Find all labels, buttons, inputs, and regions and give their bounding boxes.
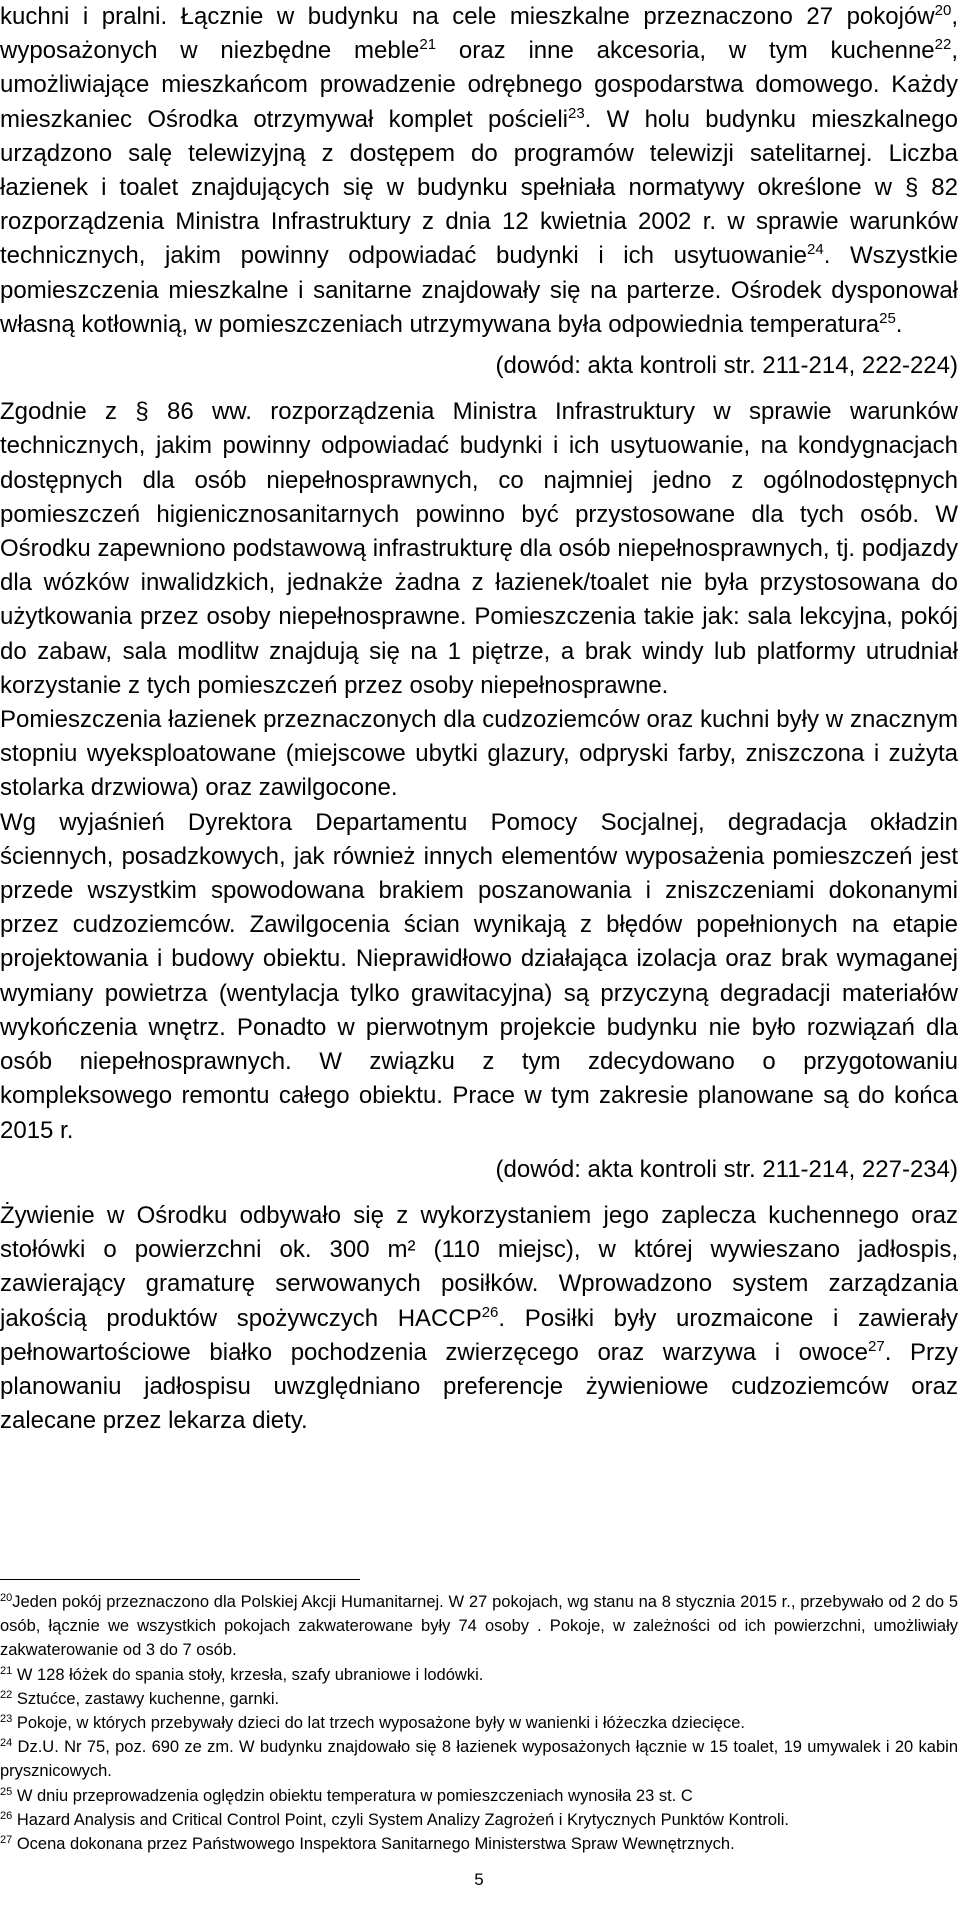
- footnote-ref: 27: [868, 1337, 885, 1355]
- evidence-reference: (dowód: akta kontroli str. 211-214, 227-234): [495, 1155, 958, 1183]
- paragraph: kuchni i pralni. Łącznie w budynku na cele mieszkalne przeznaczono 27 pokojów$^{20}$, wyposażonych w niezbędne meble$^{21}$ oraz inne akcesoria, w tym kuchenne$^{22}$, umożliwiające mieszkańcom prowadzenie odrębnego gospodarstwa domowego. Każdy mieszkaniec Ośrodka otrzymywał komplet pościeli$^{23}$. W holu budynku mieszkalnego urządzono salę telewizyjną z dostępem do programów telewizji satelitarnej. Liczba łazienek i toalet znajdujących się w budynku spełniała normatywy określone w § 82 rozporządzenia Ministra Infrastruktury z dnia 12 kwietnia 2002 r. w sprawie warunków technicznych, jakim powinny odpowiadać budynki i ich usytuowanie$^{24}$. Wszystkie pomieszczenia mieszkalne i sanitarne znajdowały się na parterze. Ośrodek dysponował własną kotłownią, w pomieszczeniach utrzymywana była odpowiednia temperatura$^{25}$.: [0, 2, 959, 338]
- footnote-number: 25: [0, 1785, 13, 1798]
- footnote-number: 26: [0, 1809, 13, 1822]
- footnote-number: 23: [0, 1713, 13, 1726]
- footnote: $^{21}$ W 128 łóżek do spania stoły, krzesła, szafy ubraniowe i lodówki.: [0, 1664, 484, 1684]
- page-number: 5: [474, 1870, 484, 1889]
- footnote-ref: 26: [481, 1303, 499, 1321]
- footnote: $^{20}$Jeden pokój przeznaczono dla Polskiej Akcji Humanitarnej. W 27 pokojach, wg stanu na 8 stycznia 2015 r., przebywało od 2 do 5 osób, łącznie we wszystkich pokojach zakwaterowane były 74 osoby . Pokoje, w zależności od ich powierzchni, umożliwiały zakwaterowanie od 3 do 7 osób.: [0, 1592, 958, 1660]
- footnote-number: 21: [0, 1664, 13, 1677]
- paragraph: Żywienie w Ośrodku odbywało się z wykorzystaniem jego zaplecza kuchennego oraz stołówki o powierzchni ok. 300 m² (110 miejsc), w której wywieszano jadłospis, zawierający gramaturę serwowanych posiłków. Wprowadzono system zarządzania jakością produktów spożywczych HACCP$^{26}$. Posiłki były urozmaicone i zawierały pełnowartościowe białko pochodzenia zwierzęcego oraz warzywa i owoce$^{27}$. Przy planowaniu jadłospisu uwzględniano preferencje żywieniowe cudzoziemców oraz zalecane przez lekarza diety.: [0, 1201, 959, 1435]
- footnote: $^{22}$ Sztućce, zastawy kuchenne, garnki.: [0, 1688, 280, 1708]
- footnote-ref: 24: [807, 241, 824, 259]
- paragraph: Wg wyjaśnień Dyrektora Departamentu Pomocy Socjalnej, degradacja okładzin ściennych, posadzkowych, jak również innych elementów wyposażenia pomieszczeń jest przede wszystkim spowodowana brakiem poszanowania i zniszczeniami dokonanymi przez cudzoziemców. Zawilgocenia ścian wynikają z błędów popełnionych na etapie projektowania i budowy obiektu. Nieprawidłowo działająca izolacja oraz brak wymaganej wymiany powietrza (wentylacja tylko grawitacyjna) są przyczyną degradacji materiałów wykończenia wnętrz. Ponadto w pierwotnym projekcie budynku nie było rozwiązań dla osób niepełnosprawnych. W związku z tym zdecydowano o przygotowaniu kompleksowego remontu całego obiektu. Prace w tym zakresie planowane są do końca 2015 r.: [0, 808, 958, 1144]
- footnote-ref: 22: [934, 36, 952, 54]
- footnote-ref: 23: [567, 104, 585, 122]
- footnote-ref: 25: [879, 309, 896, 327]
- footnote-number: 22: [0, 1688, 13, 1701]
- paragraph: Pomieszczenia łazienek przeznaczonych dla cudzoziemców oraz kuchni były w znacznym stopniu wyeksploatowane (miejscowe ubytki glazury, odpryski farby, zniszczona i zużyta stolarka drzwiowa) oraz zawilgocone.: [0, 706, 958, 802]
- evidence-reference: (dowód: akta kontroli str. 211-214, 222-224): [495, 352, 958, 380]
- footnote: $^{27}$ Ocena dokonana przez Państwowego Inspektora Sanitarnego Ministerstwa Spraw Wewnętrznych.: [0, 1834, 735, 1854]
- footnotes: [0, 1590, 958, 1856]
- footnote-number: 20: [0, 1592, 13, 1604]
- footnote: $^{25}$ W dniu przeprowadzenia oględzin obiektu temperatura w pomieszczeniach wynosiła 23 st. C: [0, 1785, 693, 1805]
- footnote-ref: 21: [419, 36, 437, 54]
- paragraph: Zgodnie z § 86 ww. rozporządzenia Ministra Infrastruktury w sprawie warunków technicznych, jakim powinny odpowiadać budynki i ich usytuowanie, na kondygnacjach dostępnych dla osób niepełnosprawnych, co najmniej jedno z ogólnodostępnych pomieszczeń higienicznosanitarnych powinno być przystosowane dla tych osób. W Ośrodku zapewniono podstawową infrastrukturę dla osób niepełnosprawnych, tj. podjazdy dla wózków inwalidzkich, jednakże żadna z łazienek/toalet nie była przystosowana do użytkowania przez osoby niepełnosprawne. Pomieszczenia takie jak: sala lekcyjna, pokój do zabaw, sala modlitw znajdują się na 1 piętrze, a brak windy lub platformy utrudniał korzystanie z tych pomieszczeń przez osoby niepełnosprawne.: [0, 398, 958, 699]
- footnote: $^{23}$ Pokoje, w których przebywały dzieci do lat trzech wyposażone były w wanienki i łóżeczka dziecięce.: [0, 1713, 745, 1733]
- footnote-number: 27: [0, 1834, 13, 1847]
- footnote-separator: [0, 1579, 360, 1580]
- footnote-number: 24: [0, 1737, 13, 1750]
- footnote-ref: 20: [934, 2, 952, 19]
- footnote: $^{24}$ Dz.U. Nr 75, poz. 690 ze zm. W budynku znajdowało się 8 łazienek wyposażonych łącznie w 15 toalet, 19 umywalek i 20 kabin prysznicowych.: [0, 1737, 958, 1781]
- footnote: $^{26}$ Hazard Analysis and Critical Control Point, czyli System Analizy Zagrożeń i Krytycznych Punktów Kontroli.: [0, 1809, 789, 1829]
